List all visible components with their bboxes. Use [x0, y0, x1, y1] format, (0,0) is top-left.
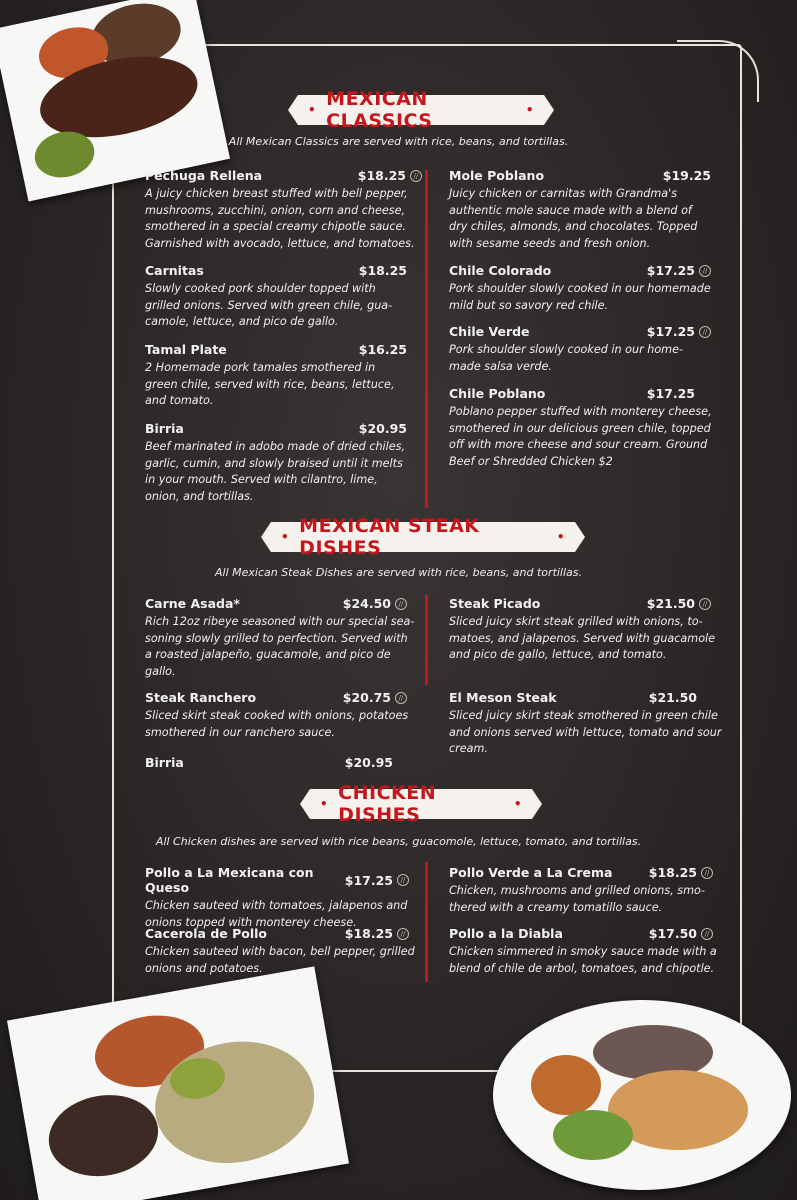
item-description: 2 Homemade pork tamales smothered in green chile, served with rice, beans, lettuce, and tomato. [145, 361, 395, 407]
section-banner-chicken-dishes [310, 782, 532, 826]
item-name: Steak Picado [449, 596, 541, 611]
item-price: $20.95 [344, 755, 393, 770]
gluten-free-icon: // [410, 170, 422, 182]
bullet-icon: • [525, 103, 534, 117]
item-name: Tamal Plate [145, 342, 227, 357]
menu-item [449, 926, 725, 977]
menu-item [449, 386, 715, 470]
bullet-icon: • [320, 797, 329, 811]
menu-item [145, 690, 417, 741]
menu-item [449, 865, 725, 916]
item-name: Chile Verde [449, 324, 530, 339]
section-title: MEXICAN CLASSICS [326, 88, 433, 132]
item-description: Pork shoulder slowly cooked in our home-made salsa verde. [449, 343, 684, 373]
item-price: $17.25 [646, 386, 695, 401]
item-description: Sliced juicy skirt steak grilled with onions, to-matoes, and jalapenos. Served with guacamole and pico de gallo, lettuce, and tomato. [449, 615, 716, 661]
item-name: Carnitas [145, 263, 204, 278]
gluten-free-icon: // [397, 874, 409, 886]
menu-item [145, 865, 417, 931]
item-price: $16.25 [358, 342, 407, 357]
item-description: Poblano pepper stuffed with monterey cheese, smothered in our delicious green chile, topped off with more cheese and sour cream. Ground Beef or Shredded Chicken $2 [449, 405, 712, 468]
column-divider [425, 862, 428, 982]
menu-item [145, 755, 393, 773]
bullet-icon: • [556, 530, 565, 544]
item-name: Pollo Verde a La Crema [449, 865, 613, 880]
gluten-free-icon: // [395, 598, 407, 610]
section-banner-mexican-steak-dishes [271, 515, 575, 559]
menu-item [145, 596, 417, 680]
section-title: CHICKEN DISHES [338, 782, 437, 826]
item-price: $21.50 [648, 690, 697, 705]
menu-item [449, 690, 725, 758]
menu-item [145, 168, 422, 252]
item-name: Pechuga Rellena [145, 168, 263, 183]
item-description: Chicken sauteed with bacon, bell pepper, grilled onions and potatoes. [145, 945, 415, 975]
menu-item [145, 342, 407, 410]
section-note: All Chicken dishes are served with rice beans, guacomole, lettuce, tomato, and tortillas. [155, 835, 642, 848]
item-description: Chicken sauteed with tomatoes, jalapenos and onions topped with monterey cheese. [145, 899, 408, 929]
bullet-icon: • [308, 103, 317, 117]
item-description: Beef marinated in adobo made of dried chiles, garlic, cumin, and slowly braised until it melts in your mouth. Served with cilantro, lime, onion, and tortillas. [145, 440, 406, 503]
gluten-free-icon: // [699, 326, 711, 338]
section-note: All Mexican Classics are served with rice, beans, and tortillas. [228, 135, 569, 148]
menu-item [145, 926, 417, 977]
item-name: Chile Poblano [449, 386, 546, 401]
item-price: $18.25 [648, 865, 697, 880]
item-name: Pollo a la Diabla [449, 926, 563, 941]
menu-item [449, 596, 725, 664]
item-description: Rich 12oz ribeye seasoned with our special sea-soning slowly grilled to perfection. Served with a roasted jalapeño, guacamole, and pico de gallo. [145, 615, 415, 678]
menu-item [449, 263, 711, 314]
item-description: Juicy chicken or carnitas with Grandma's authentic mole sauce made with a blend of dry chiles, almonds, and chocolates. Topped with sesame seeds and fresh onion. [449, 187, 698, 250]
menu-item [145, 263, 407, 331]
item-price: $17.25 [344, 872, 393, 888]
gluten-free-icon: // [701, 928, 713, 940]
item-price: $24.50 [342, 596, 391, 611]
section-banner-mexican-classics [298, 88, 544, 132]
bullet-icon: • [281, 530, 290, 544]
item-price: $21.50 [646, 596, 695, 611]
item-name: Birria [145, 421, 184, 436]
item-description: Chicken, mushrooms and grilled onions, smo-thered with a creamy tomatillo sauce. [449, 884, 705, 914]
menu-item [145, 421, 407, 505]
section-note: All Mexican Steak Dishes are served with rice, beans, and tortillas. [214, 566, 583, 579]
item-name: Chile Colorado [449, 263, 552, 278]
gluten-free-icon: // [395, 692, 407, 704]
item-name: Mole Poblano [449, 168, 545, 183]
item-name: El Meson Steak [449, 690, 557, 705]
bullet-icon: • [513, 797, 522, 811]
section-title: MEXICAN STEAK DISHES [299, 515, 480, 559]
item-price: $17.25 [646, 324, 695, 339]
gluten-free-icon: // [397, 928, 409, 940]
item-price: $17.50 [648, 926, 697, 941]
item-price: $18.25 [344, 926, 393, 941]
item-price: $18.25 [357, 168, 406, 183]
column-divider [425, 170, 428, 508]
gluten-free-icon: // [701, 867, 713, 879]
menu-item [449, 324, 711, 375]
item-name: Pollo a La Mexicana con Queso [145, 865, 314, 895]
item-description: Sliced juicy skirt steak smothered in green chile and onions served with lettuce, tomato and sour cream. [449, 709, 722, 755]
corner-flourish [677, 40, 759, 102]
item-name: Cacerola de Pollo [145, 926, 268, 941]
item-name: Birria [145, 755, 184, 770]
menu-item [449, 168, 711, 252]
item-description: A juicy chicken breast stuffed with bell pepper, mushrooms, zucchini, onion, corn and cheese, smothered in a special creamy chipotle sauce. Garnished with avocado, lettuce, and tomatoes. [145, 187, 415, 250]
gluten-free-icon: // [699, 265, 711, 277]
item-price: $20.95 [358, 421, 407, 436]
item-price: $19.25 [662, 168, 711, 183]
item-name: Steak Ranchero [145, 690, 257, 705]
column-divider [425, 595, 428, 685]
item-description: Pork shoulder slowly cooked in our homemade mild but so savory red chile. [449, 282, 711, 312]
item-price: $18.25 [358, 263, 407, 278]
item-description: Chicken simmered in smoky sauce made with a blend of chile de arbol, tomatoes, and chipotle. [449, 945, 717, 975]
enchilada-plate-photo [7, 966, 349, 1200]
item-name: Carne Asada* [145, 596, 240, 611]
item-description: Slowly cooked pork shoulder topped with grilled onions. Served with green chile, gua-camole, lettuce, and pico de gallo. [145, 282, 393, 328]
item-price: $17.25 [646, 263, 695, 278]
item-description: Sliced skirt steak cooked with onions, potatoes smothered in our ranchero sauce. [145, 709, 409, 739]
item-price: $20.75 [342, 690, 391, 705]
chile-poblano-plate-photo [493, 1000, 791, 1190]
gluten-free-icon: // [699, 598, 711, 610]
